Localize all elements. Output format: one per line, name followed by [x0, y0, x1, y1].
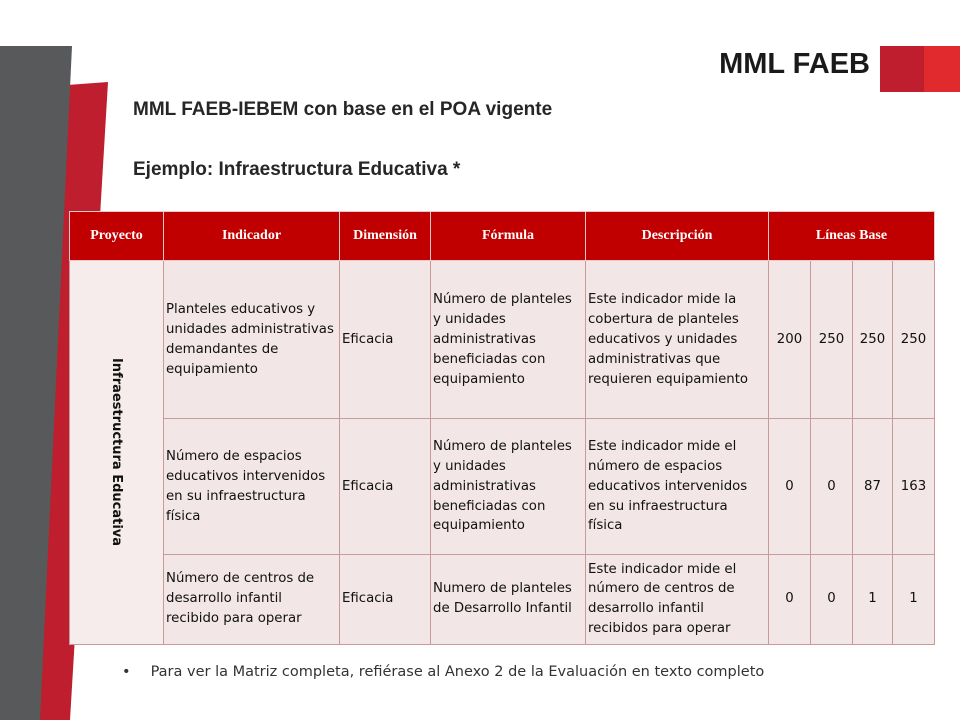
table-row: [70, 261, 935, 419]
linea-base-cell: 200: [769, 261, 811, 419]
dimension-cell: Eficacia: [340, 554, 431, 644]
mml-table: [69, 211, 935, 645]
header-lineas-base: Líneas Base: [769, 212, 935, 261]
linea-base-cell: 250: [893, 261, 935, 419]
project-cell: [70, 261, 164, 645]
descripcion-cell: Este indicador mide el número de centros de desarrollo infantil recibidos para operar: [586, 554, 769, 644]
header-proyecto: Proyecto: [70, 212, 164, 261]
linea-base-cell: 0: [769, 554, 811, 644]
dimension-cell: Eficacia: [340, 419, 431, 554]
header-descripcion: Descripción: [586, 212, 769, 261]
header-indicador: Indicador: [164, 212, 340, 261]
formula-cell: Número de planteles y unidades administrativas beneficiadas con equipamiento: [431, 419, 586, 554]
linea-base-cell: 0: [811, 419, 853, 554]
title-accent-dark: [880, 46, 924, 92]
formula-cell: Numero de planteles de Desarrollo Infantil: [431, 554, 586, 644]
linea-base-cell: 163: [893, 419, 935, 554]
indicador-cell: Número de espacios educativos intervenidos en su infraestructura física: [164, 419, 340, 554]
descripcion-cell: Este indicador mide la cobertura de planteles educativos y unidades administrativas que requieren equipamiento: [586, 261, 769, 419]
table-row: [70, 554, 935, 644]
title-accent-red: [924, 46, 960, 92]
slide-subtitle: MML FAEB-IEBEM con base en el POA vigente: [133, 99, 553, 120]
slide-title: MML FAEB: [719, 48, 870, 80]
header-formula: Fórmula: [431, 212, 586, 261]
linea-base-cell: 250: [811, 261, 853, 419]
linea-base-cell: 0: [811, 554, 853, 644]
linea-base-cell: 1: [893, 554, 935, 644]
linea-base-cell: 250: [853, 261, 893, 419]
footnote-text: Para ver la Matriz completa, refiérase al Anexo 2 de la Evaluación en texto completo: [150, 664, 765, 680]
linea-base-cell: 87: [853, 419, 893, 554]
header-dimension: Dimensión: [340, 212, 431, 261]
example-title: Ejemplo: Infraestructura Educativa *: [133, 159, 461, 180]
descripcion-cell: Este indicador mide el número de espacios educativos intervenidos en su infraestructura física: [586, 419, 769, 554]
indicador-cell: Número de centros de desarrollo infantil recibido para operar: [164, 554, 340, 644]
footnote: [122, 664, 764, 680]
linea-base-cell: 0: [769, 419, 811, 554]
formula-cell: Número de planteles y unidades administrativas beneficiadas con equipamiento: [431, 261, 586, 419]
table-header-row: [70, 212, 935, 261]
indicador-cell: Planteles educativos y unidades administrativas demandantes de equipamiento: [164, 261, 340, 419]
project-name: Infraestructura Educativa: [108, 357, 124, 547]
linea-base-cell: 1: [853, 554, 893, 644]
dimension-cell: Eficacia: [340, 261, 431, 419]
bullet-icon: •: [122, 664, 131, 680]
table-row: [70, 419, 935, 554]
